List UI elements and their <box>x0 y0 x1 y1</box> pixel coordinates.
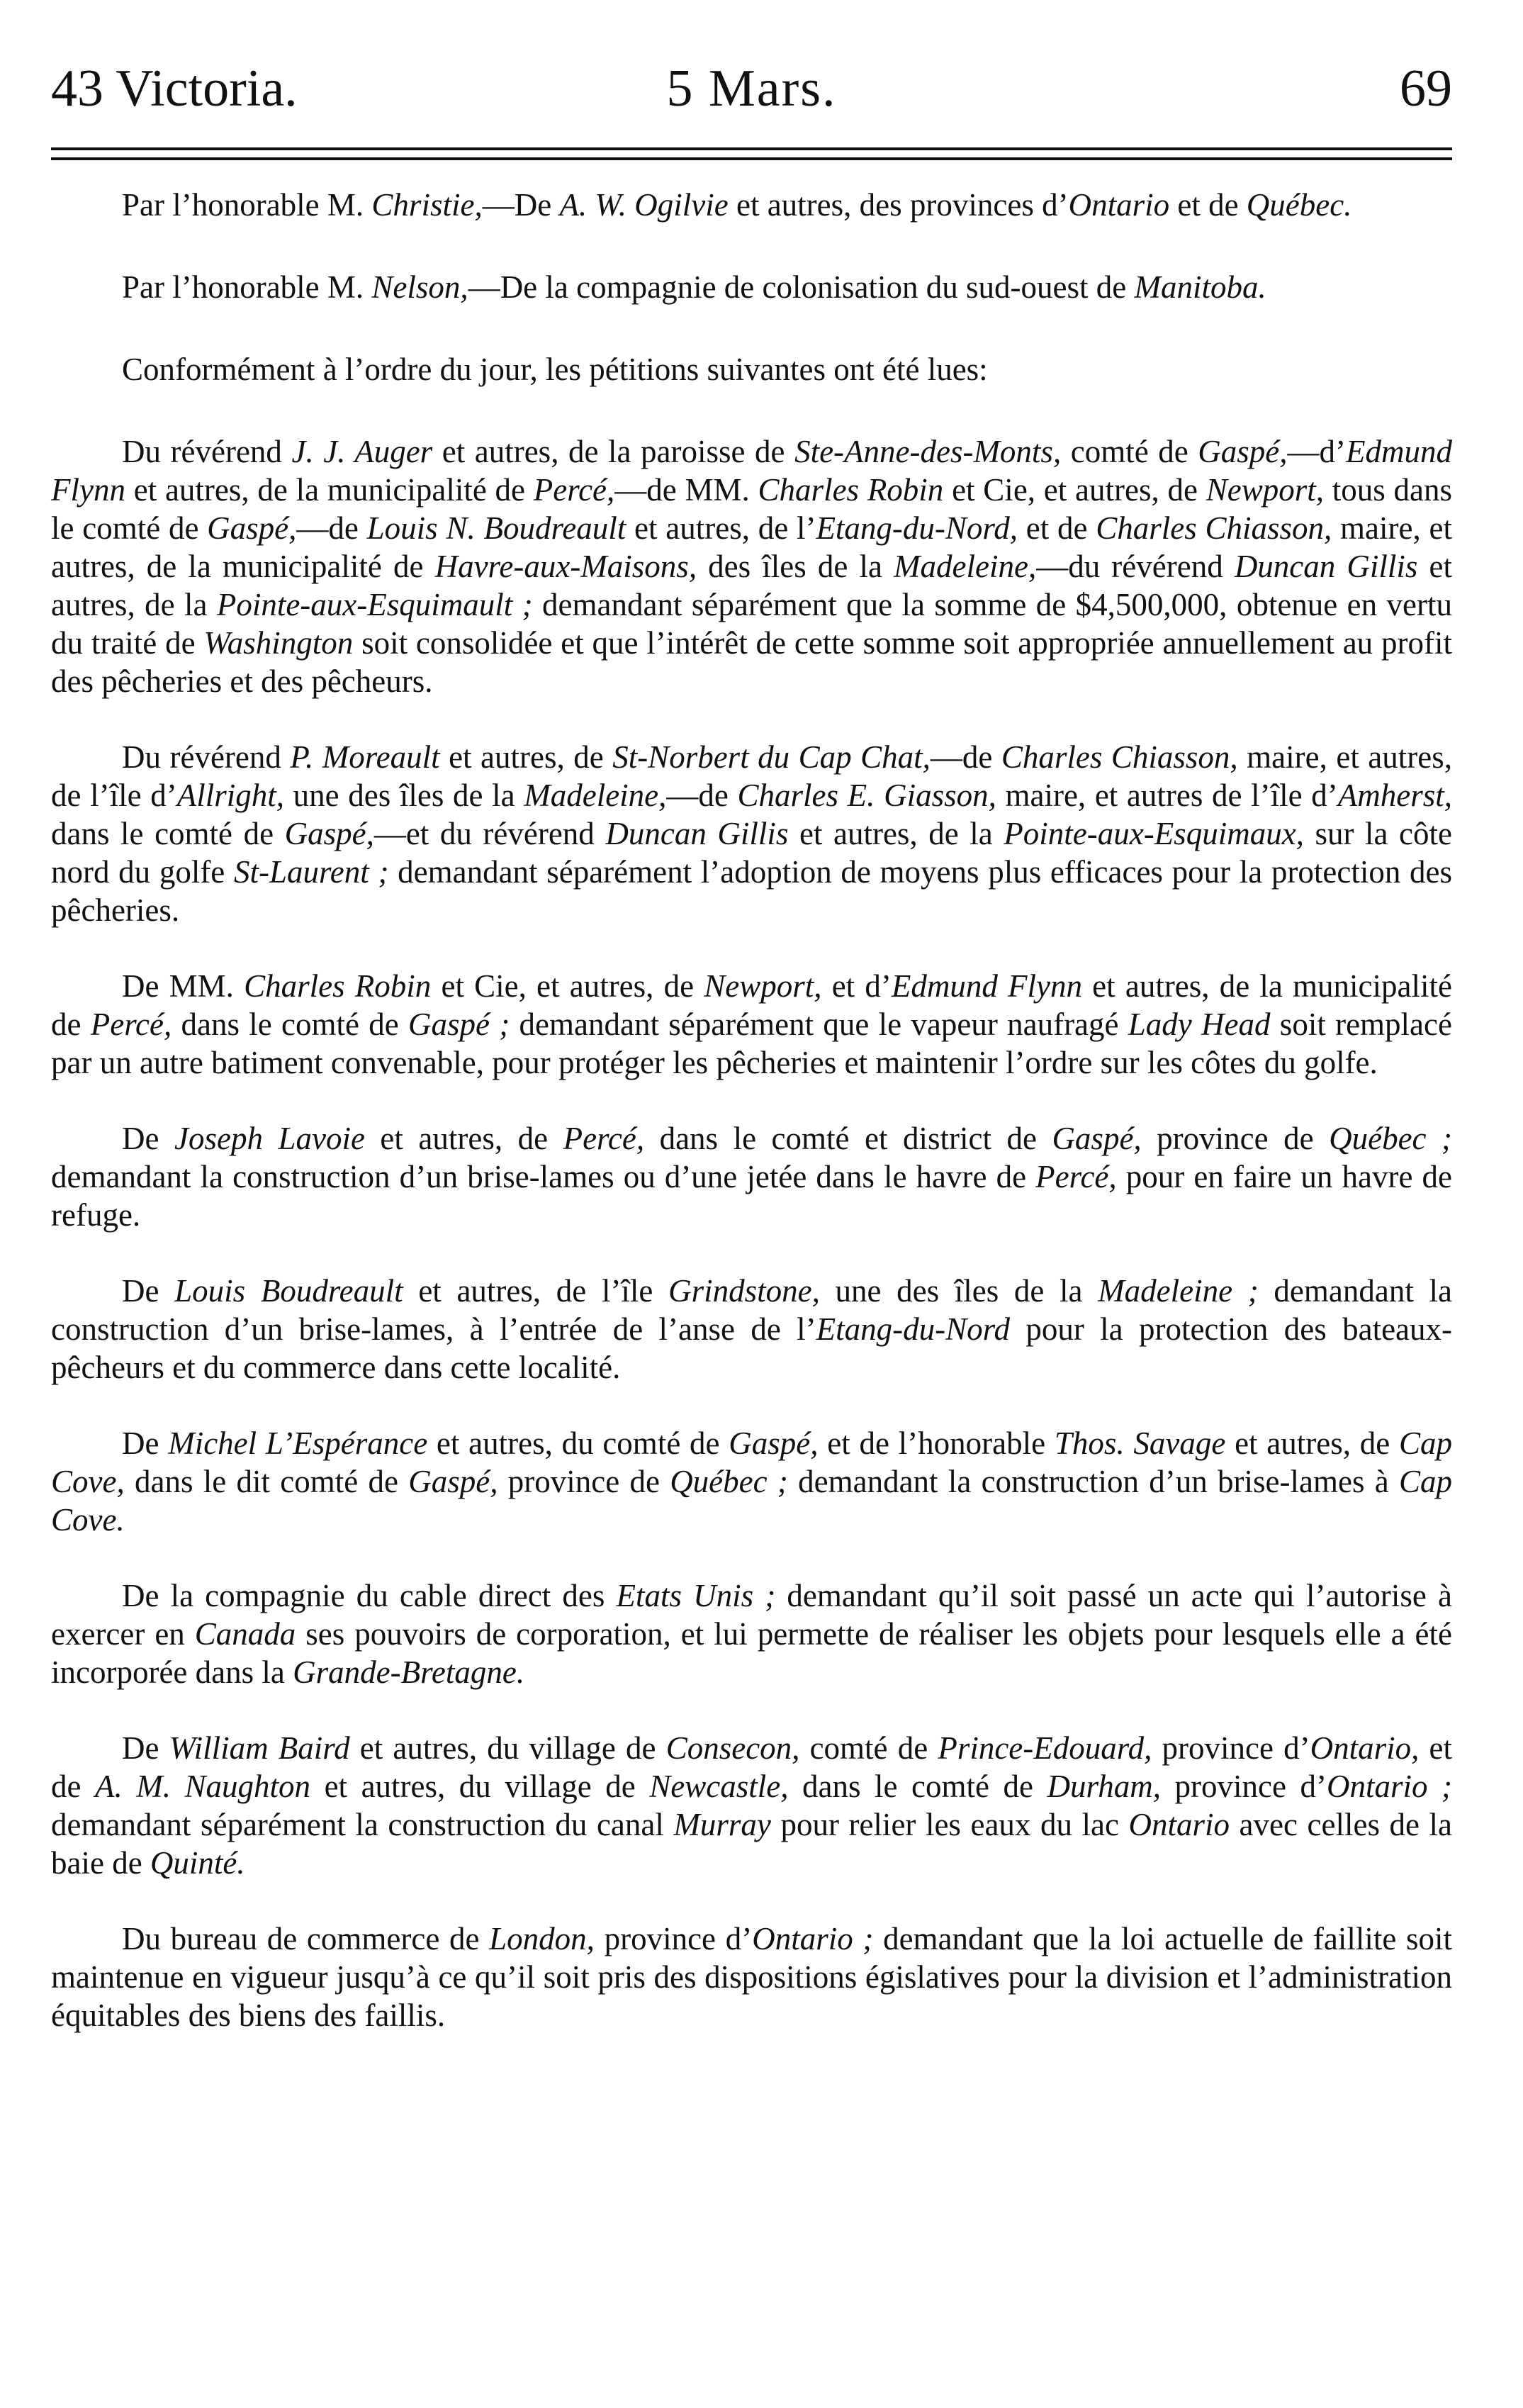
text-run: une des îles de la <box>819 1273 1098 1309</box>
header-rule-top <box>51 147 1452 150</box>
italic-name: William Baird <box>169 1730 350 1766</box>
text-run: province de <box>498 1464 670 1499</box>
italic-name: Edmund Flynn <box>51 434 1452 508</box>
text-run: et autres, de la municipalité de <box>51 968 1452 1042</box>
italic-name: Madeleine ; <box>1098 1273 1259 1309</box>
running-header <box>51 50 1452 128</box>
paragraph <box>51 350 1452 388</box>
italic-name: Lady Head <box>1128 1007 1271 1042</box>
italic-name: Edmund Flynn <box>891 968 1082 1004</box>
italic-name: Louis N. Boudreault <box>366 510 626 546</box>
text-run: demandant séparément que la somme de $4,500,000, obtenue en vertu du traité de <box>51 587 1452 661</box>
text-run: et autres, de l’île <box>403 1273 669 1309</box>
text-run: demandant séparément la construction du canal <box>51 1807 674 1842</box>
italic-name: Charles Robin <box>758 472 944 508</box>
text-run: et autres, du village de <box>349 1730 666 1766</box>
italic-name: Percé, <box>563 1121 645 1156</box>
italic-name: Thos. Savage <box>1054 1426 1226 1461</box>
text-run: —et du révérend <box>373 816 606 851</box>
italic-name: Gaspé, <box>408 1464 498 1499</box>
text-run: pour relier les eaux du lac <box>770 1807 1129 1842</box>
text-run: et autres, du village de <box>310 1769 650 1804</box>
text-run: soit remplacé par un autre batiment convenable, pour protéger les pêcheries et maintenir l’ordre sur les côtes du golfe. <box>51 1007 1452 1080</box>
text-run: soit consolidée et que l’intérêt de cette somme soit appropriée annuellement au profit des pêcheries et des pêcheurs. <box>51 625 1452 699</box>
italic-name: Charles Robin <box>244 968 432 1004</box>
text-run: et de <box>1169 187 1247 223</box>
italic-name: Washington <box>203 625 354 661</box>
text-run: demandant qu’il soit passé un acte qui l’autorise à exercer en <box>51 1578 1452 1652</box>
text-run: De <box>122 1730 169 1766</box>
text-run: —d’ <box>1287 434 1346 469</box>
text-run: et autres, de <box>364 1121 563 1156</box>
text-run: Par l’honorable M. <box>122 269 372 305</box>
italic-name: Allright, <box>176 778 284 813</box>
text-run: et autres, de <box>439 739 613 775</box>
italic-name: Gaspé ; <box>408 1007 510 1042</box>
text-run: dans le dit comté de <box>124 1464 409 1499</box>
italic-name: Ontario <box>1068 187 1170 223</box>
italic-name: Ontario <box>1128 1807 1230 1842</box>
paragraph <box>51 1577 1452 1691</box>
text-run: Conformément à l’ordre du jour, les pétitions suivantes ont été lues: <box>122 352 988 387</box>
paragraph <box>51 1424 1452 1539</box>
text-run: De <box>122 1273 175 1309</box>
text-run: et autres, de la paroisse de <box>432 434 795 469</box>
italic-name: Canada <box>194 1616 296 1652</box>
italic-name: Percé, <box>90 1007 172 1042</box>
italic-name: Grande-Bretagne. <box>293 1654 525 1690</box>
italic-name: Gaspé, <box>284 816 374 851</box>
text-run: et Cie, et autres, de <box>431 968 704 1004</box>
text-run: demandant que la loi actuelle de faillite soit maintenue en vigueur jusqu’à ce qu’il soit pris des dispositions égislatives pour la division et l’administration équitables des biens des faillis. <box>51 1921 1453 2033</box>
text-run: et de <box>1018 510 1096 546</box>
italic-name: Ste-Anne-des-Monts, <box>794 434 1062 469</box>
page-body <box>51 186 1452 2072</box>
text-run: Du bureau de commerce de <box>122 1921 490 1956</box>
paragraph <box>51 1119 1452 1234</box>
italic-name: Percé, <box>1035 1159 1117 1194</box>
italic-name: Etang-du-Nord, <box>816 510 1018 546</box>
text-run: et de <box>51 1730 1452 1804</box>
text-run: demandant séparément que le vapeur naufragé <box>510 1007 1128 1042</box>
paragraph <box>51 186 1452 224</box>
header-rule-bottom <box>51 157 1452 160</box>
paragraph <box>51 1729 1452 1882</box>
text-run: comté de <box>1061 434 1198 469</box>
text-run: —du révérend <box>1036 549 1235 584</box>
text-run: et autres, du comté de <box>427 1426 729 1461</box>
italic-name: Charles Chiasson, <box>1001 739 1238 775</box>
text-run: comté de <box>799 1730 938 1766</box>
text-run: De <box>122 1121 174 1156</box>
italic-name: A. W. Ogilvie <box>559 187 729 223</box>
italic-name: Duncan Gillis <box>605 816 789 851</box>
text-run: dans le comté de <box>172 1007 409 1042</box>
text-run: De <box>122 1426 169 1461</box>
italic-name: Nelson, <box>371 269 468 305</box>
italic-name: Prince-Edouard, <box>938 1730 1152 1766</box>
paragraph <box>51 1272 1452 1387</box>
italic-name: Pointe-aux-Esquimaux, <box>1004 816 1304 851</box>
italic-name: St-Norbert du Cap Chat, <box>612 739 931 775</box>
italic-name: Havre-aux-Maisons, <box>434 549 697 584</box>
italic-name: Newport, <box>704 968 822 1004</box>
text-run: —de <box>666 778 738 813</box>
italic-name: Pointe-aux-Esquimault ; <box>216 587 533 622</box>
text-run: et autres, des provinces d’ <box>728 187 1069 223</box>
italic-name: Joseph Lavoie <box>174 1121 365 1156</box>
text-run: et autres, de la municipalité de <box>125 472 534 508</box>
italic-name: Gaspé, <box>1052 1121 1142 1156</box>
italic-name: Gaspé, <box>207 510 297 546</box>
text-run: —de <box>296 510 367 546</box>
text-run: —De <box>482 187 560 223</box>
text-run: province d’ <box>1160 1769 1327 1804</box>
text-run: demandant la construction d’un brise-lames à <box>787 1464 1399 1499</box>
italic-name: Amherst, <box>1337 778 1452 813</box>
text-run: et d’ <box>821 968 892 1004</box>
paragraph <box>51 268 1452 306</box>
italic-name: Duncan Gillis <box>1234 549 1418 584</box>
text-run: dans le comté de <box>788 1769 1047 1804</box>
italic-name: Québec. <box>1246 187 1352 223</box>
italic-name: Cap Cove. <box>51 1464 1452 1538</box>
text-run: province de <box>1141 1121 1330 1156</box>
italic-name: Charles Chiasson, <box>1096 510 1332 546</box>
text-run: et autres, de la <box>51 549 1453 622</box>
text-run: demandant séparément l’adoption de moyens plus efficaces pour la protection des pêcheries. <box>51 854 1452 928</box>
italic-name: Madeleine, <box>524 778 667 813</box>
paragraph <box>51 1920 1452 2034</box>
text-run: De la compagnie du cable direct des <box>122 1578 617 1613</box>
text-run: et de l’honorable <box>818 1426 1055 1461</box>
text-run: De MM. <box>122 968 245 1004</box>
text-run: et autres, de la <box>788 816 1004 851</box>
italic-name: Charles E. Giasson, <box>737 778 996 813</box>
italic-name: J. J. Auger <box>291 434 433 469</box>
italic-name: Christie, <box>371 187 483 223</box>
italic-name: Consecon, <box>665 1730 800 1766</box>
text-run: avec celles de la baie de <box>51 1807 1452 1881</box>
italic-name: London, <box>489 1921 595 1956</box>
italic-name: Quinté. <box>150 1845 245 1881</box>
italic-name: Grindstone, <box>668 1273 820 1309</box>
page-number: 69 <box>1400 60 1452 118</box>
italic-name: Newcastle, <box>649 1769 789 1804</box>
italic-name: Cap Cove, <box>51 1426 1452 1499</box>
text-run: ses pouvoirs de corporation, et lui permette de réaliser les objets pour lesquels elle a été incorporée dans la <box>51 1616 1452 1690</box>
italic-name: Madeleine, <box>894 549 1037 584</box>
text-run: maire, et autres, de la municipalité de <box>51 510 1452 584</box>
header-session: 43 Victoria. <box>51 60 298 118</box>
text-run: des îles de la <box>697 549 894 584</box>
italic-name: Manitoba. <box>1134 269 1266 305</box>
text-run: et autres, de <box>1225 1426 1399 1461</box>
italic-name: Etats Unis ; <box>616 1578 776 1613</box>
text-run: maire, et autres, de l’île d’ <box>51 739 1452 813</box>
italic-name: Québec ; <box>670 1464 788 1499</box>
paragraph <box>51 738 1452 929</box>
text-run: dans le comté de <box>51 816 285 851</box>
paragraph <box>51 432 1452 700</box>
italic-name: Newport, <box>1206 472 1324 508</box>
text-run: dans le comté et district de <box>644 1121 1052 1156</box>
italic-name: Etang-du-Nord <box>816 1311 1010 1347</box>
text-run: Par l’honorable M. <box>122 187 372 223</box>
text-run: demandant la construction d’un brise-lames ou d’une jetée dans le havre de <box>51 1159 1036 1194</box>
text-run: maire, et autres de l’île d’ <box>996 778 1338 813</box>
text-run: —de MM. <box>614 472 758 508</box>
italic-name: A. M. Naughton <box>95 1769 311 1804</box>
italic-name: Ontario, <box>1310 1730 1420 1766</box>
italic-name: Ontario ; <box>1326 1769 1452 1804</box>
text-run: Du révérend <box>122 434 292 469</box>
italic-name: Michel L’Espérance <box>168 1426 428 1461</box>
text-run: et Cie, et autres, de <box>943 472 1206 508</box>
text-run: et autres, de l’ <box>626 510 816 546</box>
paragraph <box>51 967 1452 1082</box>
italic-name: Gaspé, <box>1198 434 1288 469</box>
italic-name: Gaspé, <box>729 1426 819 1461</box>
italic-name: P. Moreault <box>290 739 440 775</box>
text-run: sur la côte nord du golfe <box>51 816 1452 890</box>
text-run: Du révérend <box>122 739 291 775</box>
header-date: 5 Mars. <box>666 60 837 118</box>
text-run: —De la compagnie de colonisation du sud-ouest de <box>468 269 1135 305</box>
text-run: demandant la construction d’un brise-lames, à l’entrée de l’anse de l’ <box>51 1273 1452 1347</box>
text-run: tous dans le comté de <box>51 472 1452 546</box>
italic-name: Ontario ; <box>752 1921 874 1956</box>
italic-name: Durham, <box>1047 1769 1161 1804</box>
text-run: une des îles de la <box>283 778 524 813</box>
text-run: pour la protection des bateaux-pêcheurs et du commerce dans cette localité. <box>51 1311 1452 1385</box>
text-run: pour en faire un havre de refuge. <box>51 1159 1452 1233</box>
italic-name: Percé, <box>533 472 615 508</box>
italic-name: Murray <box>673 1807 771 1842</box>
italic-name: Québec ; <box>1329 1121 1452 1156</box>
italic-name: St-Laurent ; <box>233 854 389 890</box>
text-run: province d’ <box>1152 1730 1310 1766</box>
text-run: —de <box>930 739 1001 775</box>
text-run: province d’ <box>594 1921 753 1956</box>
italic-name: Louis Boudreault <box>174 1273 403 1309</box>
